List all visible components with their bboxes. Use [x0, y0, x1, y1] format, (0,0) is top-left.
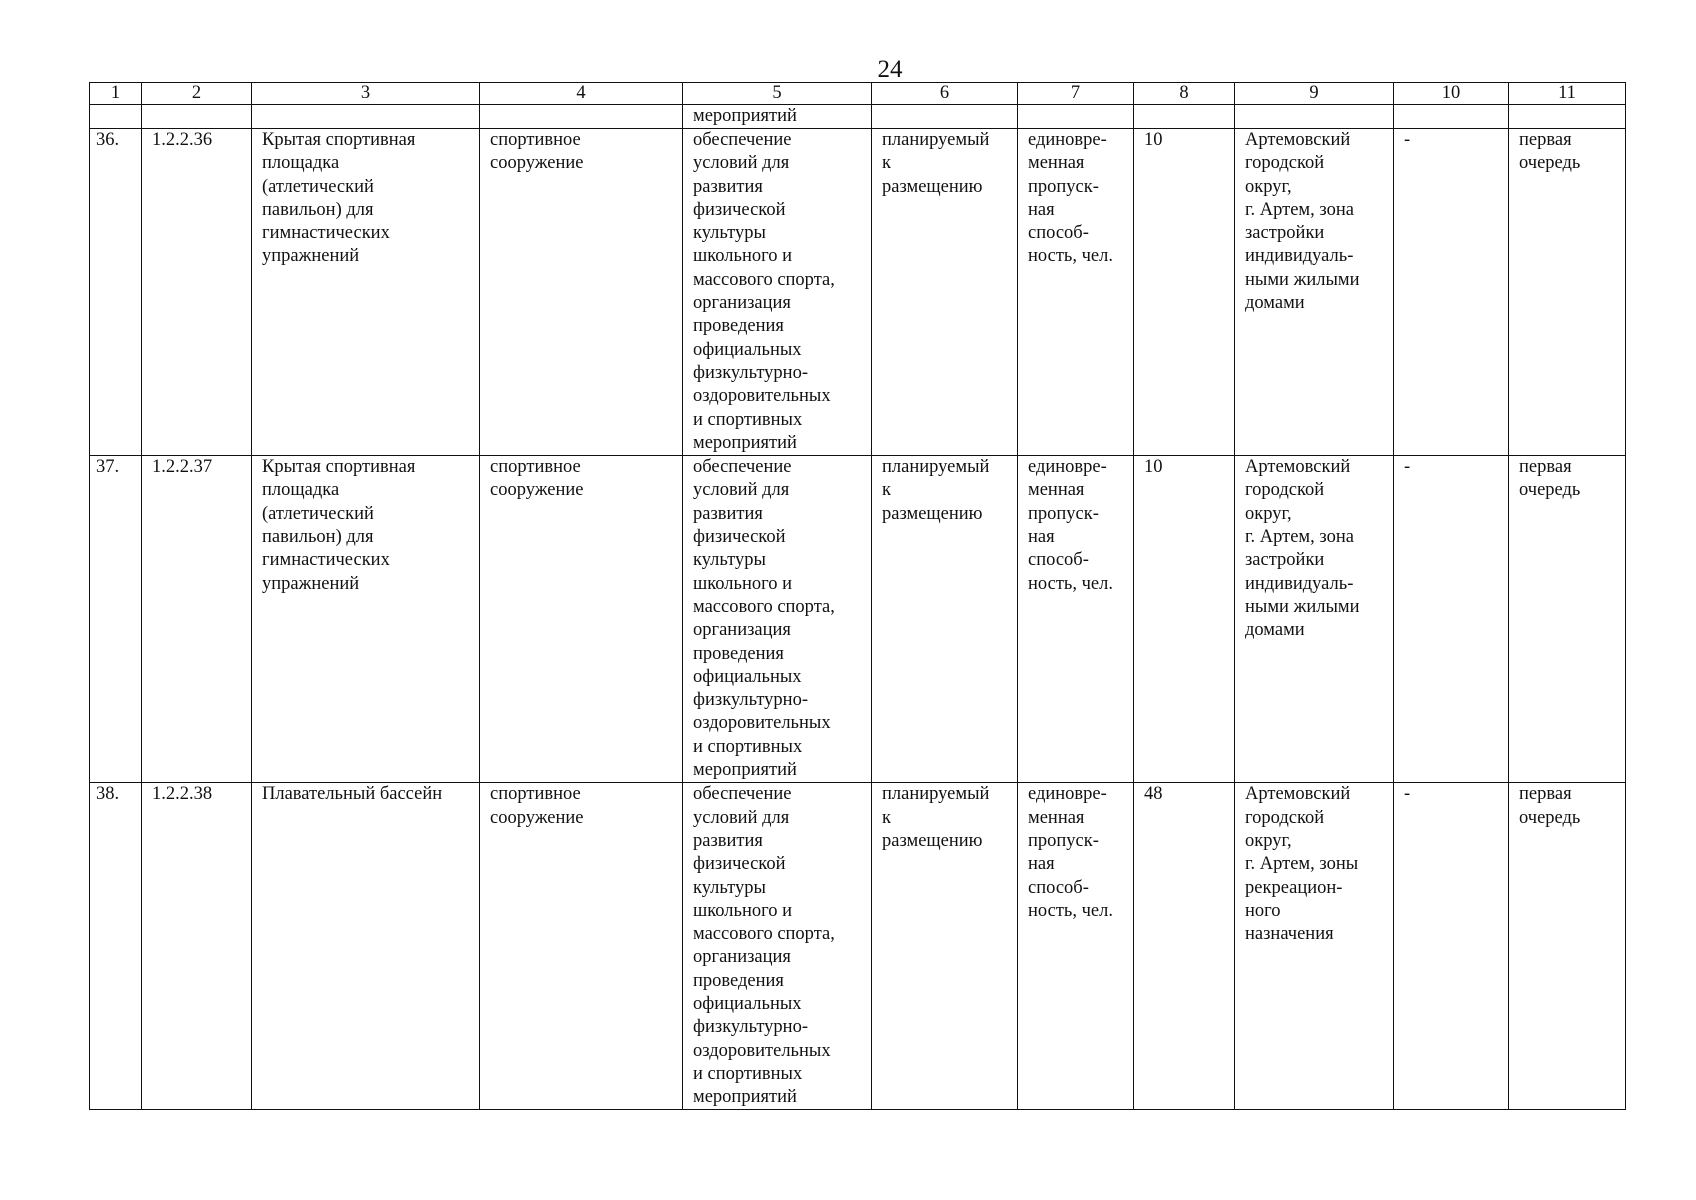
cell-text-line: физкультурно- [693, 1017, 808, 1038]
stage-cell [1509, 783, 1626, 1110]
cell-text-line: массового спорта, [693, 269, 835, 290]
cell-text-line: Плавательный бассейн [262, 784, 443, 805]
stage-cell [1509, 456, 1626, 783]
characteristic-cell [1018, 783, 1134, 1110]
cell-text-line: массового спорта, [693, 596, 835, 617]
cell-text-line: оздоровительных [693, 386, 831, 407]
object-code-cell: 1.2.2.38 [142, 783, 252, 1110]
cell-text-line: планируемый [882, 457, 990, 478]
cell-text-line: оздоровительных [693, 1040, 831, 1061]
cell-text-line: проведения [693, 316, 784, 337]
cell-text-line: рекреацион- [1245, 877, 1343, 898]
cell-text-line: организация [693, 293, 791, 314]
cell-text-line: единовре- [1028, 784, 1107, 805]
object-status-cell [872, 783, 1018, 1110]
stage-cell [1509, 129, 1626, 456]
cell-text-line: единовре- [1028, 130, 1107, 150]
data-rows [90, 129, 1626, 1110]
continuation-cell [252, 105, 480, 129]
cell-text-line: развития [693, 503, 763, 524]
cell-text-line: мероприятий [693, 1087, 797, 1108]
object-type-cell [480, 783, 683, 1110]
object-name-cell [252, 456, 480, 783]
cell-text-line: спортивное [490, 784, 581, 805]
cell-text-line: индивидуаль- [1245, 246, 1354, 267]
cell-text-line: площадка [262, 153, 340, 174]
cell-text-line: способ- [1028, 223, 1089, 244]
cell-text-line: условий для [693, 480, 790, 501]
cell-text-line: сооружение [490, 480, 584, 501]
column-number: 8 [1134, 83, 1235, 105]
cell-text-line: планируемый [882, 784, 990, 805]
cell-text-line: физической [693, 199, 786, 220]
continuation-cell [1235, 105, 1394, 129]
cell-text-line: ными жилыми [1245, 269, 1360, 290]
cell-text-line: городской [1245, 807, 1325, 828]
cell-text-line: гимнастических [262, 550, 390, 571]
table-row [90, 456, 1626, 783]
cell-text-line: первая [1519, 457, 1572, 478]
cell-text-line: ность, чел. [1028, 573, 1113, 594]
object-purpose-cell [683, 129, 872, 456]
cell-text-line: менная [1028, 480, 1085, 501]
cell-text-line: округ, [1245, 176, 1292, 197]
object-status-cell [872, 456, 1018, 783]
cell-text-line: организация [693, 620, 791, 641]
objects-table [89, 82, 1626, 1110]
column-number: 2 [142, 83, 252, 105]
cell-text-line: мероприятий [693, 432, 797, 453]
row-number-cell: 36. [90, 129, 142, 456]
cell-text-line: и спортивных [693, 409, 803, 430]
cell-text-line: официальных [693, 339, 802, 360]
table-row [90, 783, 1626, 1110]
cell-text-line: школьного и [693, 573, 793, 594]
cell-text-line: пропуск- [1028, 830, 1099, 851]
cell-text-line: домами [1245, 293, 1305, 314]
cell-text-line: школьного и [693, 246, 793, 267]
column-10-cell: - [1394, 129, 1509, 456]
cell-text-line: массового спорта, [693, 924, 835, 945]
cell-text-line: и спортивных [693, 1063, 803, 1084]
continuation-cell: мероприятий [683, 105, 872, 129]
cell-text-line: гимнастических [262, 223, 390, 244]
cell-text-line: планируемый [882, 130, 990, 150]
cell-text-line: Артемовский [1245, 784, 1351, 805]
cell-text-line: индивидуаль- [1245, 573, 1354, 594]
cell-text-line: сооружение [490, 807, 584, 828]
object-type-cell [480, 129, 683, 456]
cell-text-line: округ, [1245, 830, 1292, 851]
cell-text-line: развития [693, 830, 763, 851]
column-number: 7 [1018, 83, 1134, 105]
cell-text-line: застройки [1245, 550, 1325, 571]
object-purpose-cell [683, 783, 872, 1110]
continuation-row [90, 105, 1626, 129]
column-number-row [90, 83, 1626, 105]
cell-text-line: сооружение [490, 153, 584, 174]
cell-text-line: Артемовский [1245, 457, 1351, 478]
cell-text-line: очередь [1519, 153, 1581, 174]
cell-text-line: застройки [1245, 223, 1325, 244]
cell-text-line: ного [1245, 900, 1281, 921]
cell-text-line: обеспечение [693, 784, 792, 805]
cell-text-line: официальных [693, 993, 802, 1014]
characteristic-value-cell: 48 [1134, 783, 1235, 1110]
cell-text-line: способ- [1028, 877, 1089, 898]
column-number: 10 [1394, 83, 1509, 105]
cell-text-line: способ- [1028, 550, 1089, 571]
cell-text-line: размещению [882, 503, 983, 524]
cell-text-line: павильон) для [262, 527, 374, 548]
column-number: 6 [872, 83, 1018, 105]
cell-text-line: к [882, 480, 891, 501]
cell-text-line: мероприятий [693, 760, 797, 781]
cell-text-line: пропуск- [1028, 503, 1099, 524]
cell-text-line: единовре- [1028, 457, 1107, 478]
cell-text-line: условий для [693, 807, 790, 828]
cell-text-line: г. Артем, зоны [1245, 854, 1359, 875]
cell-text-line: официальных [693, 666, 802, 687]
cell-text-line: физической [693, 527, 786, 548]
characteristic-cell [1018, 129, 1134, 456]
continuation-cell [480, 105, 683, 129]
characteristic-cell [1018, 456, 1134, 783]
cell-text-line: Крытая спортивная [262, 457, 416, 478]
cell-text-line: площадка [262, 480, 340, 501]
cell-text-line: павильон) для [262, 199, 374, 220]
cell-text-line: условий для [693, 153, 790, 174]
continuation-cell [142, 105, 252, 129]
cell-text-line: спортивное [490, 457, 581, 478]
cell-text-line: упражнений [262, 573, 360, 594]
object-name-cell [252, 783, 480, 1110]
cell-text-line: спортивное [490, 130, 581, 150]
column-number: 4 [480, 83, 683, 105]
row-number-cell: 37. [90, 456, 142, 783]
location-cell [1235, 456, 1394, 783]
cell-text-line: очередь [1519, 480, 1581, 501]
cell-text-line: физической [693, 854, 786, 875]
cell-text-line: (атлетический [262, 503, 374, 524]
cell-text-line: размещению [882, 830, 983, 851]
cell-text-line: округ, [1245, 503, 1292, 524]
cell-text-line: ная [1028, 527, 1055, 548]
continuation-cell [1394, 105, 1509, 129]
cell-text-line: первая [1519, 784, 1572, 805]
cell-text-line: оздоровительных [693, 713, 831, 734]
cell-text-line: к [882, 807, 891, 828]
continuation-cell [90, 105, 142, 129]
column-10-cell: - [1394, 783, 1509, 1110]
cell-text-line: городской [1245, 480, 1325, 501]
cell-text-line: размещению [882, 176, 983, 197]
location-cell [1235, 129, 1394, 456]
column-number: 5 [683, 83, 872, 105]
cell-text-line: развития [693, 176, 763, 197]
page-number: 24 [877, 56, 903, 83]
cell-text-line: культуры [693, 877, 766, 898]
continuation-cell [1134, 105, 1235, 129]
object-code-cell: 1.2.2.36 [142, 129, 252, 456]
column-10-cell: - [1394, 456, 1509, 783]
cell-text-line: культуры [693, 550, 766, 571]
cell-text-line: школьного и [693, 900, 793, 921]
column-number: 1 [90, 83, 142, 105]
object-purpose-cell [683, 456, 872, 783]
cell-text-line: ная [1028, 199, 1055, 220]
cell-text-line: менная [1028, 153, 1085, 174]
cell-text-line: физкультурно- [693, 690, 808, 711]
cell-text-line: менная [1028, 807, 1085, 828]
cell-text-line: очередь [1519, 807, 1581, 828]
cell-text-line: пропуск- [1028, 176, 1099, 197]
characteristic-value-cell: 10 [1134, 129, 1235, 456]
row-number-cell: 38. [90, 783, 142, 1110]
cell-text-line: домами [1245, 620, 1305, 641]
table-row [90, 129, 1626, 456]
cell-text-line: обеспечение [693, 457, 792, 478]
column-number: 3 [252, 83, 480, 105]
cell-text-line: г. Артем, зона [1245, 199, 1354, 220]
location-cell [1235, 783, 1394, 1110]
object-code-cell: 1.2.2.37 [142, 456, 252, 783]
cell-text-line: Крытая спортивная [262, 130, 416, 150]
object-type-cell [480, 456, 683, 783]
cell-text-line: городской [1245, 153, 1325, 174]
column-number: 11 [1509, 83, 1626, 105]
cell-text-line: и спортивных [693, 736, 803, 757]
cell-text-line: первая [1519, 130, 1572, 150]
continuation-cell [1509, 105, 1626, 129]
cell-text-line: ными жилыми [1245, 596, 1360, 617]
cell-text-line: (атлетический [262, 176, 374, 197]
cell-text-line: ность, чел. [1028, 246, 1113, 267]
cell-text-line: проведения [693, 643, 784, 664]
cell-text-line: упражнений [262, 246, 360, 267]
object-status-cell [872, 129, 1018, 456]
cell-text-line: к [882, 153, 891, 174]
cell-text-line: обеспечение [693, 130, 792, 150]
cell-text-line: проведения [693, 970, 784, 991]
cell-text-line: ная [1028, 854, 1055, 875]
object-name-cell [252, 129, 480, 456]
cell-text-line: физкультурно- [693, 362, 808, 383]
continuation-cell [872, 105, 1018, 129]
cell-text-line: организация [693, 947, 791, 968]
cell-text-line: Артемовский [1245, 130, 1351, 150]
column-number: 9 [1235, 83, 1394, 105]
characteristic-value-cell: 10 [1134, 456, 1235, 783]
cell-text-line: назначения [1245, 924, 1334, 945]
cell-text-line: г. Артем, зона [1245, 527, 1354, 548]
cell-text-line: ность, чел. [1028, 900, 1113, 921]
cell-text-line: культуры [693, 223, 766, 244]
continuation-cell [1018, 105, 1134, 129]
